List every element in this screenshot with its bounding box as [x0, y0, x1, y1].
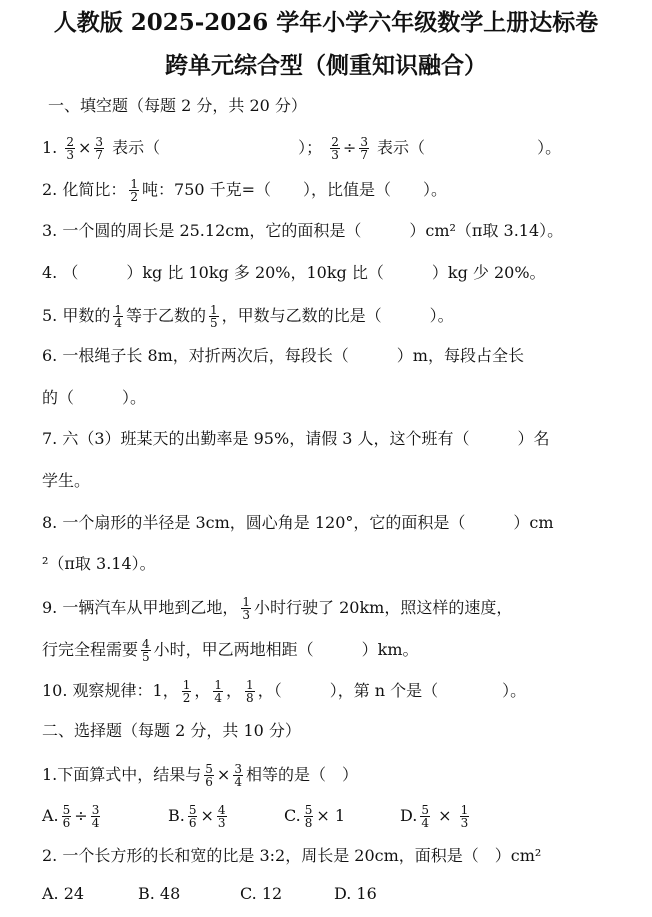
choice-question-2: 2. 一个长方形的长和宽的比是 3:2，周长是 20cm，面积是（ ）cm² — [42, 846, 542, 865]
question-number: 4. — [42, 263, 58, 282]
option-d[interactable]: D. $\frac{5}{4}$ × $\frac{1}{3}$ — [400, 803, 469, 830]
fraction: $\frac{5}{6}$ — [188, 803, 197, 830]
option-b[interactable]: B. $\frac{5}{6}$ × $\frac{4}{3}$ — [168, 803, 226, 830]
choice-question-1 — [42, 763, 652, 788]
question-number: 5. — [42, 306, 58, 325]
fraction: $\frac{2}{3}$ — [66, 135, 74, 162]
question-text: （ ）kg 比 10kg 多 20%，10kg 比（ ）kg 少 20%。 — [62, 263, 546, 282]
question-1 — [42, 136, 652, 161]
question-text: ，甲数与乙数的比是（ ）。 — [221, 306, 454, 325]
fraction: $\frac{1}{2}$ — [182, 678, 191, 705]
question-text: 相等的是（ ） — [245, 765, 358, 784]
question-text: ，（ ），第 n 个是（ ）。 — [257, 681, 527, 700]
page-subtitle: 跨单元综合型（侧重知识融合） — [165, 52, 487, 79]
fraction: $\frac{2}{3}$ — [331, 135, 339, 162]
question-number: 2. — [42, 180, 58, 199]
question-2 — [42, 178, 652, 203]
question-5 — [42, 304, 652, 329]
question-text: 甲数的 — [62, 306, 111, 325]
fraction: $\frac{5}{6}$ — [205, 762, 213, 789]
fraction: $\frac{3}{7}$ — [360, 135, 368, 162]
question-9-continued — [42, 638, 652, 663]
fraction: $\frac{1}{3}$ — [460, 803, 469, 830]
question-text: 小时，甲乙两地相距（ ）km。 — [153, 640, 419, 659]
option-c[interactable]: C. $\frac{5}{8}$ × 1 — [284, 803, 346, 830]
question-number: 3. — [42, 221, 58, 240]
fraction: $\frac{3}{7}$ — [95, 135, 104, 162]
option-b[interactable]: B. 48 — [138, 884, 181, 903]
fraction: $\frac{1}{3}$ — [242, 595, 251, 622]
page-title: 人教版 2025-2026 学年小学六年级数学上册达标卷 — [53, 9, 599, 36]
question-text: 下面算式中，结果与 — [57, 765, 202, 784]
question-number: 1. — [42, 138, 58, 157]
question-text: 一个圆的周长是 25.12cm，它的面积是（ ）cm²（π取 3.14）。 — [62, 221, 564, 240]
question-text: 小时行驶了 20km，照这样的速度， — [254, 598, 513, 617]
option-d[interactable]: D. 16 — [334, 884, 377, 903]
option-a[interactable]: A. 24 — [42, 884, 85, 903]
fraction: $\frac{5}{6}$ — [62, 803, 71, 830]
fraction: $\frac{1}{8}$ — [246, 678, 254, 705]
fraction: $\frac{3}{4}$ — [91, 803, 100, 830]
question-text: 一辆汽车从甲地到乙地， — [62, 598, 239, 617]
fraction: $\frac{1}{4}$ — [114, 303, 123, 330]
question-6-continued: 的（ ）。 — [42, 388, 147, 407]
question-number: 1. — [42, 765, 58, 784]
option-c[interactable]: C. 12 — [240, 884, 283, 903]
question-number: 7. — [42, 429, 58, 448]
question-number: 6. — [42, 346, 58, 365]
section-heading-multiple-choice: 二、选择题（每题 2 分，共 10 分） — [42, 721, 301, 740]
question-7 — [42, 429, 652, 449]
separator: ， — [226, 681, 243, 700]
option-a[interactable]: A. $\frac{5}{6}$ ÷ $\frac{3}{4}$ — [42, 803, 100, 830]
question-text: ）； — [298, 138, 323, 157]
question-10 — [42, 679, 652, 704]
question-text: 吨：750 千克=（ ），比值是（ ）。 — [142, 180, 448, 199]
fraction: $\frac{5}{4}$ — [421, 803, 429, 830]
question-number: 10. — [42, 681, 68, 700]
fraction: $\frac{1}{2}$ — [130, 177, 139, 204]
question-8-continued: ²（π取 3.14）。 — [42, 554, 156, 573]
question-number: 8. — [42, 513, 58, 532]
fraction: $\frac{3}{4}$ — [234, 762, 242, 789]
section-heading-fill-in: 一、填空题（每题 2 分，共 20 分） — [48, 96, 307, 115]
question-6 — [42, 346, 652, 366]
question-text: ）。 — [537, 138, 562, 157]
fraction: $\frac{4}{3}$ — [217, 803, 226, 830]
fraction: $\frac{1}{5}$ — [210, 303, 218, 330]
question-text: 表示（ — [112, 138, 161, 157]
question-text: 观察规律：1， — [72, 681, 179, 700]
question-text: 化简比： — [62, 180, 127, 199]
operator: × — [78, 138, 92, 157]
question-text: 等于乙数的 — [126, 306, 207, 325]
question-text: 行完全程需要 — [42, 640, 139, 659]
question-number: 9. — [42, 598, 58, 617]
question-4 — [42, 263, 652, 283]
separator: ， — [194, 681, 211, 700]
fraction: $\frac{1}{4}$ — [214, 678, 223, 705]
question-text: 六（3）班某天的出勤率是 95%，请假 3 人，这个班有（ ）名 — [62, 429, 550, 448]
operator: ÷ — [342, 138, 357, 157]
question-9 — [42, 596, 652, 621]
question-text: 表示（ — [377, 138, 426, 157]
fraction: $\frac{5}{8}$ — [304, 803, 313, 830]
question-3 — [42, 221, 652, 241]
question-8 — [42, 513, 652, 533]
fraction: $\frac{4}{5}$ — [142, 637, 150, 664]
question-7-continued: 学生。 — [42, 471, 91, 490]
question-text: 一个扇形的半径是 3cm，圆心角是 120°，它的面积是（ ）cm — [62, 513, 554, 532]
operator: × — [216, 765, 231, 784]
question-text: 一根绳子长 8m，对折两次后，每段长（ ）m，每段占全长 — [62, 346, 524, 365]
